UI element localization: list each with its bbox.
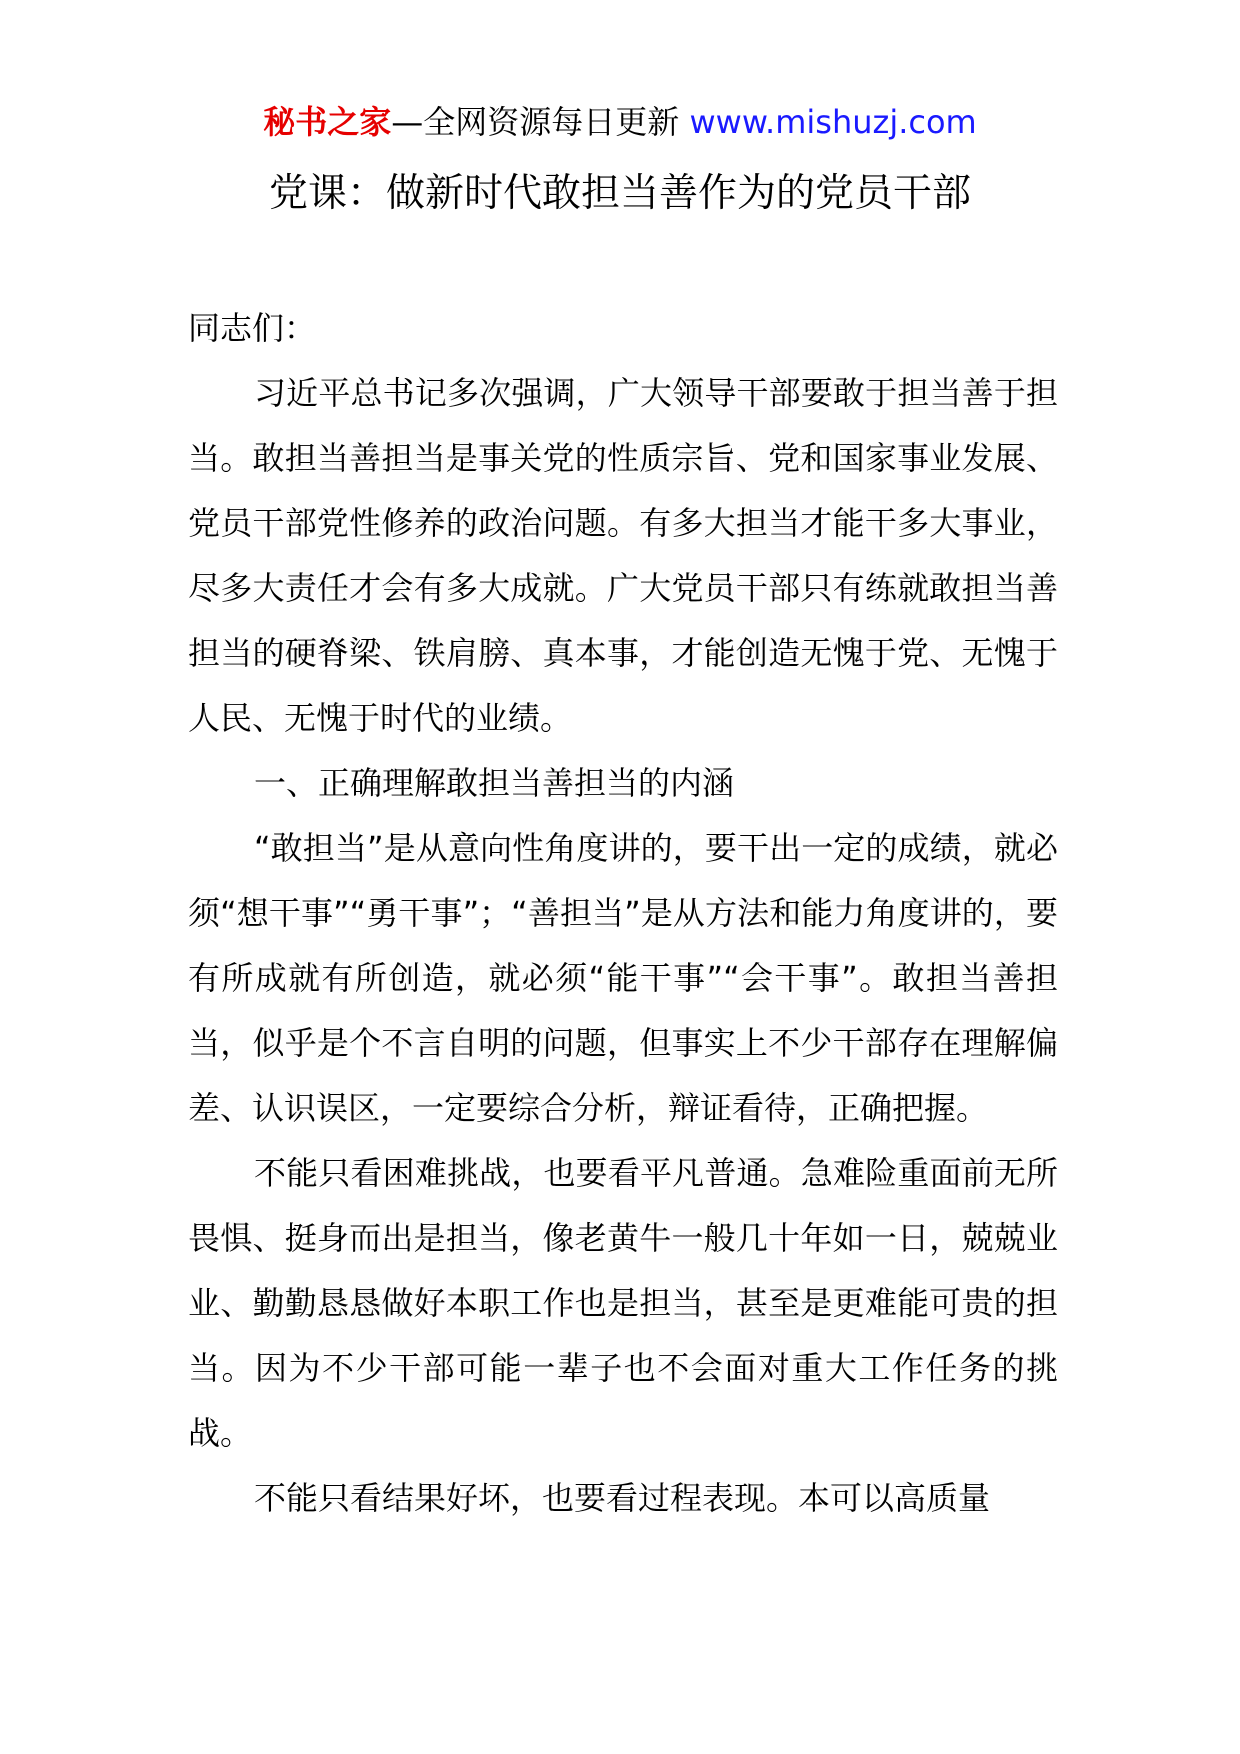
- document-body: [188, 296, 1058, 1531]
- site-header: [0, 100, 1240, 144]
- document-title: 党课：做新时代敢担当善作为的党员干部: [268, 171, 971, 216]
- paragraph: 不能只看结果好坏，也要看过程表现。本可以高质量: [254, 1479, 991, 1517]
- header-tagline: —全网资源每日更新: [391, 103, 690, 141]
- site-url[interactable]: www.mishuzj.com: [689, 103, 977, 141]
- salutation: 同志们：: [188, 309, 317, 347]
- paragraph: 不能只看困难挑战，也要看平凡普通。急难险重面前无所畏惧、挺身而出是担当，像老黄牛一般几十年如一日，兢兢业业、勤勤恳恳做好本职工作也是担当，甚至是更难能可贵的担当。因为不少干部可能一辈子也不会面对重大工作任务的挑战。: [188, 1154, 1058, 1452]
- paragraph-intro: 习近平总书记多次强调，广大领导干部要敢于担当善于担当。敢担当善担当是事关党的性质宗旨、党和国家事业发展、党员干部党性修养的政治问题。有多大担当才能干多大事业，尽多大责任才会有多大成就。广大党员干部只有练就敢担当善担当的硬脊梁、铁肩膀、真本事，才能创造无愧于党、无愧于人民、无愧于时代的业绩。: [188, 374, 1058, 737]
- section-heading-1: 一、正确理解敢担当善担当的内涵: [254, 764, 735, 802]
- brand-name: 秘书之家: [263, 103, 392, 141]
- paragraph: “敢担当”是从意向性角度讲的，要干出一定的成绩，就必须“想干事”“勇干事”；“善担当”是从方法和能力角度讲的，要有所成就有所创造，就必须“能干事”“会干事”。敢担当善担当，似乎是个不言自明的问题，但事实上不少干部存在理解偏差、认识误区，一定要综合分析，辩证看待，正确把握。: [188, 829, 1058, 1127]
